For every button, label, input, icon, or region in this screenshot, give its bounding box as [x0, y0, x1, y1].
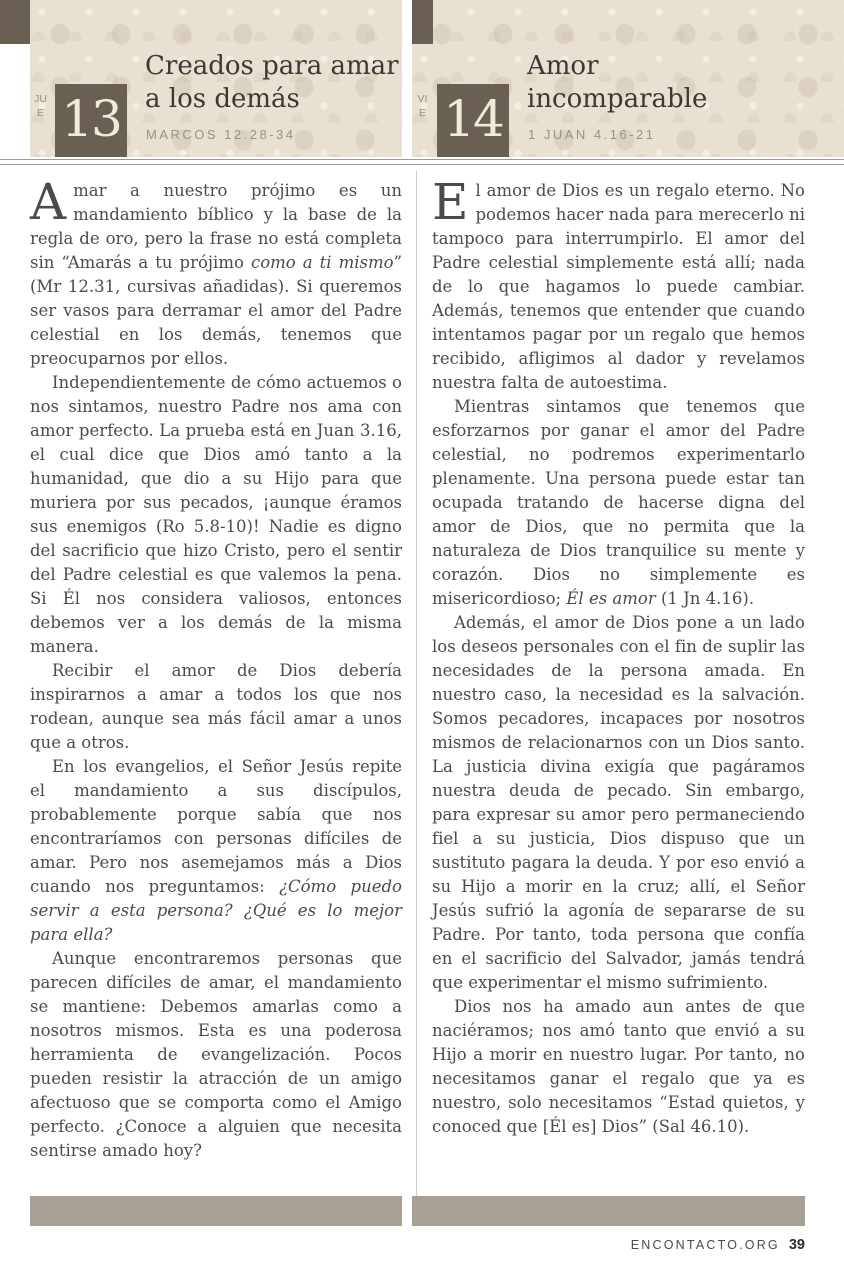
paragraph: Independientemente de cómo actuemos o nos sintamos, nuestro Padre nos ama con amor perfecto. La prueba está en Juan 3.16, el cual dice que Dios amó tanto a la humanidad, que dio a su Hijo para que muriera por sus pecados, ¡aunque éramos sus enemigos (Ro 5.8-10)! Nadie es digno del sacrificio que hizo Cristo, pero el sentir del Padre celestial es que valemos la pena. Si Él nos considera valiosos, entonces debemos ver a los demás de la misma manera. [30, 373, 402, 656]
day-abbr-thursday: JUE [34, 93, 47, 119]
day-number-14: 14 [437, 84, 509, 157]
column-divider [416, 171, 417, 1196]
paragraph [30, 173, 402, 371]
site-name: ENCONTACTO.ORG [630, 1238, 780, 1252]
paragraph: Mientras sintamos que tenemos que esforzarnos por ganar el amor del Padre celestial, no podremos experimentarlo plenamente. Una persona puede estar tan ocupada tratando de hacerse digna del amor de Dios, que no permita que la naturaleza de Dios tranquilice su mente y corazón. Dios no simplemente es misericordioso; Él es amor (1 Jn 4.16). [432, 397, 805, 608]
scripture-reference-14: 1 JUAN 4.16-21 [528, 127, 656, 142]
scripture-reference-13: MARCOS 12.28-34 [146, 127, 296, 142]
paragraph: En los evangelios, el Señor Jesús repite el mandamiento a sus discípulos, probablemente porque sabía que nos encontraríamos con personas difíciles de amar. Pero nos asemejamos más a Dios cuando nos preguntamos: ¿Cómo puedo servir a esta persona? ¿Qué es lo mejor para ella? [30, 757, 402, 944]
day-abbr-friday: VIE [417, 93, 428, 119]
page-number: 39 [788, 1237, 805, 1253]
bottom-bar-right [412, 1196, 805, 1226]
entry-title-13: Creados para amar a los demás [145, 51, 399, 114]
paragraph: Aunque encontraremos personas que parecen difíciles de amar, el mandamiento se mantiene: Debemos amarlas como a nosotros mismos. Esta es una poderosa herramienta de evangelización. Pocos pueden resistir la atracción de un amigo afectuoso que se comporta como el Amigo perfecto. ¿Conoce a alguien que necesita sentirse amado hoy? [30, 949, 402, 1160]
bottom-bar-left [30, 1196, 402, 1226]
paragraph: Además, el amor de Dios pone a un lado los deseos personales con el fin de suplir las necesidades de la persona amada. En nuestro caso, la necesidad es la salvación. Somos pecadores, incapaces por nosotros mismos de relacionarnos con un Dios santo. La justicia divina exigía que pagáramos nuestra deuda de pecado. Sin embargo, para expresar su amor pero permaneciendo fiel a su justicia, Dios dispuso que un sustituto pagara la deuda. Y por eso envió a su Hijo a morir en la cruz; allí, el Señor Jesús sufrió la agonía de separarse de su Padre. Por tanto, toda persona que confía en el sacrificio del Salvador, jamás tendrá que experimentar el mismo sufrimiento. [432, 613, 805, 992]
corner-accent-left [0, 0, 30, 44]
corner-accent-right [412, 0, 433, 44]
paragraph: Recibir el amor de Dios debería inspirarnos a amar a todos los que nos rodean, aunque sea más fácil amar a unos que a otros. [30, 661, 402, 752]
entry-title-14: Amor incomparable [527, 51, 708, 114]
paragraph-text: l amor de Dios es un regalo eterno. No podemos hacer nada para merecerlo ni tampoco para interrumpirlo. El amor del Padre celestial simplemente está allí; nada de lo que hagamos lo puede cambiar. Además, tenemos que entender que cuando intentamos pagar por un regalo que hemos recibido, afligimos al dador y revelamos nuestra falta de autoestima. [432, 181, 805, 392]
paragraph [432, 173, 805, 395]
devotional-body-14 [432, 173, 805, 1139]
day-number-13: 13 [55, 84, 127, 157]
drop-cap: E [432, 173, 469, 231]
page-footer [631, 1237, 805, 1253]
paragraph: Dios nos ha amado aun antes de que naciéramos; nos amó tanto que envió a su Hijo a morir en nuestro lugar. Por tanto, no necesitamos ganar el regalo que ya es nuestro, solo necesitamos “Estad quietos, y conoced que [Él es] Dios” (Sal 46.10). [432, 997, 805, 1136]
paragraph-text: mar a nuestro prójimo es un mandamiento bíblico y la base de la regla de oro, pero la frase no está completa sin “Amarás a tu prójimo como a ti mismo” (Mr 12.31, cursivas añadidas). Si queremos ser vasos para derramar el amor del Padre celestial en los demás, tenemos que preocuparnos por ellos. [30, 181, 402, 368]
devotional-body-13 [30, 173, 402, 1163]
header-double-rule [0, 159, 844, 165]
drop-cap: A [30, 173, 67, 231]
